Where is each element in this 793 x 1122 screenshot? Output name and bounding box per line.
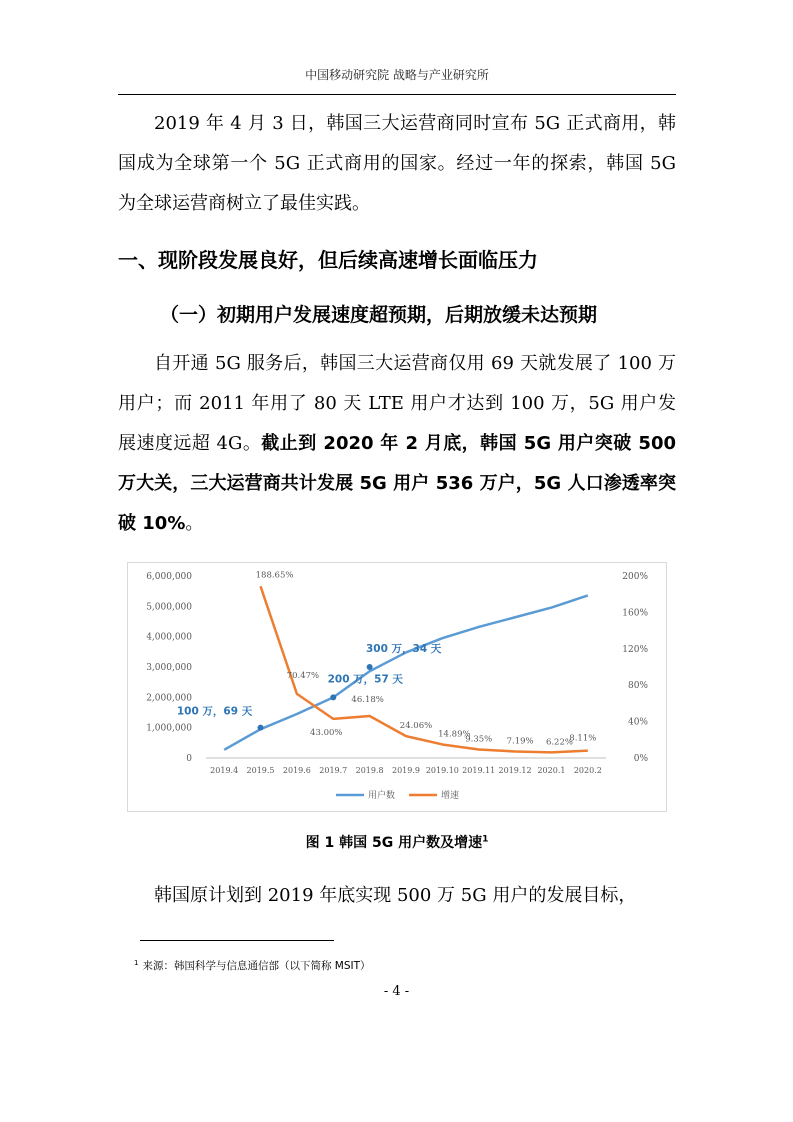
page-header: 中国移动研究院 战略与产业研究所 — [305, 68, 489, 82]
x-tick-label: 2019.9 — [392, 766, 420, 775]
page-number: - 4 - — [383, 984, 410, 999]
section-title: 一、现阶段发展良好，但后续高速增长面临压力 — [118, 248, 538, 272]
body-bold-text: 截止到 2020 年 2 月底，韩国 5G 用户突破 500 万大关，三大运营商共计发展 5G 用户 536 万户，5G 人口渗透率突破 10% — [118, 433, 676, 534]
milestone-marker — [330, 694, 336, 700]
milestone-annotation: 200 万，57 天 — [327, 673, 403, 686]
left-tick-label: 5,000,000 — [146, 602, 192, 613]
right-tick-label: 160% — [622, 608, 648, 619]
growth-data-label: 70.47% — [286, 670, 320, 681]
growth-data-label: 14.89% — [438, 729, 471, 740]
closing-paragraph: 韩国原计划到 2019 年底实现 500 万 5G 用户的发展目标， — [154, 885, 637, 906]
growth-data-label: 7.19% — [506, 736, 534, 747]
x-tick-label: 2019.8 — [355, 766, 384, 775]
left-tick-label: 2,000,000 — [146, 693, 192, 704]
growth-data-label: 8.11% — [569, 733, 597, 744]
right-tick-label: 200% — [622, 572, 648, 582]
users-growth-chart — [128, 563, 666, 811]
x-tick-label: 2019.6 — [282, 766, 311, 775]
left-tick-label: 1,000,000 — [146, 723, 192, 734]
chart-container — [127, 562, 667, 812]
footnote-ref: 1 — [482, 834, 489, 845]
x-tick-label: 2019.11 — [462, 766, 496, 775]
legend-growth-label: 增速 — [441, 791, 460, 801]
footnote-number: 1 — [134, 958, 139, 967]
intro-paragraph: 2019 年 4 月 3 日，韩国三大运营商同时宣布 5G 正式商用，韩国成为全球第一个 5G 正式商用的国家。经过一年的探索，韩国 5G 为全球运营商树立了最佳实践。 — [118, 113, 676, 214]
right-tick-label: 0% — [633, 754, 648, 764]
header-rule — [118, 94, 676, 95]
x-tick-label: 2019.7 — [319, 766, 348, 775]
x-tick-label: 2020.1 — [537, 766, 566, 775]
body-tail-text: 。 — [185, 513, 204, 534]
x-tick-label: 2019.10 — [425, 766, 459, 775]
body-normal-text: 自开通 5G 服务后，韩国三大运营商仅用 69 天就发展了 100 万用户；而 2011 年用了 80 天 LTE 用户才达到 100 万，5G 用户发展速度远超 4G。 — [118, 353, 676, 454]
body-paragraph — [118, 344, 676, 544]
footnote-rule — [140, 940, 334, 941]
growth-data-label: 9.35% — [465, 734, 493, 745]
growth-data-label: 188.65% — [255, 570, 294, 581]
footnote — [134, 958, 371, 973]
left-tick-label: 6,000,000 — [146, 572, 192, 582]
milestone-annotation: 300 万，34 天 — [365, 643, 442, 655]
x-tick-label: 2019.12 — [498, 766, 532, 775]
x-tick-label: 2019.5 — [246, 766, 275, 775]
footnote-text: 来源：韩国科学与信息通信部（以下简称 MSIT） — [142, 960, 371, 972]
growth-data-label: 43.00% — [310, 727, 343, 738]
subsection-title: （一）初期用户发展速度超预期，后期放缓未达预期 — [160, 304, 598, 326]
right-tick-label: 40% — [627, 717, 648, 728]
x-tick-label: 2020.2 — [573, 766, 602, 775]
left-tick-label: 3,000,000 — [146, 663, 192, 673]
right-tick-label: 80% — [627, 681, 648, 692]
milestone-marker — [258, 725, 264, 731]
growth-data-label: 24.06% — [399, 721, 433, 732]
milestone-annotation: 100 万，69 天 — [176, 705, 253, 718]
figure-caption — [118, 832, 676, 852]
left-tick-label: 0 — [186, 754, 192, 764]
x-tick-label: 2019.4 — [210, 766, 239, 775]
left-tick-label: 4,000,000 — [146, 632, 192, 643]
milestone-marker — [367, 664, 373, 670]
growth-data-label: 6.22% — [545, 737, 573, 748]
figure-caption-text: 图 1 韩国 5G 用户数及增速 — [305, 835, 483, 851]
legend-users-label: 用户数 — [368, 791, 396, 801]
growth-data-label: 46.18% — [351, 694, 384, 705]
right-tick-label: 120% — [622, 644, 648, 655]
